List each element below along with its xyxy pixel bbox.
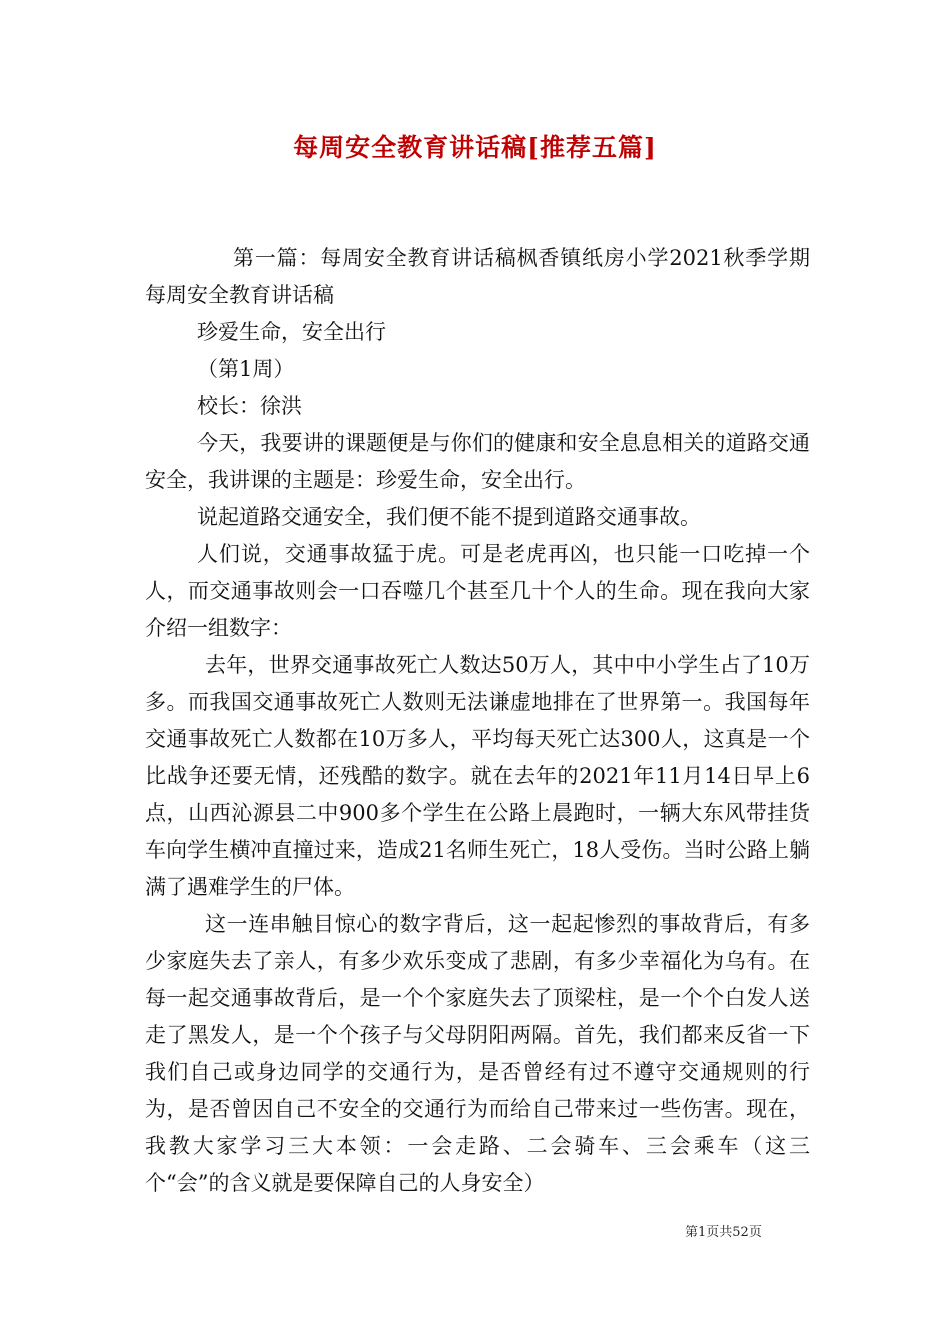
section-heading: 第一篇：每周安全教育讲话稿枫香镇纸房小学2021秋季学期每周安全教育讲话稿 bbox=[145, 246, 810, 307]
document-title: 每周安全教育讲话稿[推荐五篇] bbox=[293, 133, 657, 162]
week-label: （第1周） bbox=[197, 357, 295, 381]
body-paragraph: 这一连串触目惊心的数字背后，这一起起惨烈的事故背后，有多少家庭失去了亲人，有多少欢乐变成了悲剧，有多少幸福化为乌有。在每一起交通事故背后，是一个个家庭失去了顶梁柱，是一个个白发人送走了黑发人，是一个个孩子与父母阴阳两隔。首先，我们都来反省一下我们自己或身边同学的交通行为，是否曾经有过不遵守交通规则的行为，是否曾因自己不安全的交通行为而给自己带来过一些伤害。现在，我教大家学习三大本领：一会走路、二会骑车、三会乘车（这三个“会”的含义就是要保障自己的人身安全） bbox=[145, 912, 810, 1195]
body-paragraph: 今天，我要讲的课题便是与你们的健康和安全息息相关的道路交通安全，我讲课的主题是：珍爱生命，安全出行。 bbox=[145, 431, 810, 492]
speech-topic: 珍爱生命，安全出行 bbox=[197, 320, 386, 344]
body-paragraph: 人们说，交通事故猛于虎。可是老虎再凶，也只能一口吃掉一个人，而交通事故则会一口吞噬几个甚至几十个人的生命。现在我向大家介绍一组数字： bbox=[145, 542, 810, 640]
body-paragraph: 去年，世界交通事故死亡人数达50万人，其中中小学生占了10万多。而我国交通事故死亡人数则无法谦虚地排在了世界第一。我国每年交通事故死亡人数都在10万多人，平均每天死亡达300人，这真是一个比战争还要无情，还残酷的数字。就在去年的2021年11月14日早上6点，山西沁源县二中900多个学生在公路上晨跑时，一辆大东风带挂货车向学生横冲直撞过来，造成21名师生死亡，18人受伤。当时公路上躺满了遇难学生的尸体。 bbox=[145, 653, 810, 899]
body-paragraph: 说起道路交通安全，我们便不能不提到道路交通事故。 bbox=[197, 505, 701, 529]
document-body bbox=[145, 240, 810, 1202]
page-number: 第1页共52页 bbox=[685, 1225, 762, 1240]
speaker-line: 校长：徐洪 bbox=[197, 394, 302, 418]
